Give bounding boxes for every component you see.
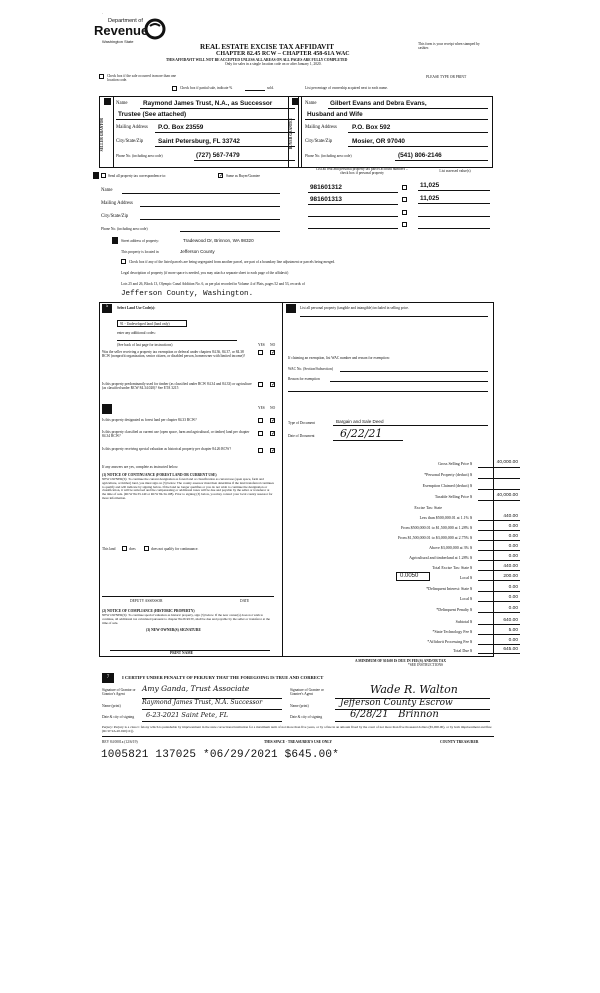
q2-no-checkbox[interactable] <box>270 382 275 387</box>
wac-label: WAC No. (Section/Subsection) <box>288 367 334 371</box>
grantor-date-city[interactable]: 6-23-2021 Saint Pete, FL <box>146 711 229 719</box>
personal-property-field[interactable] <box>300 316 488 317</box>
tax-value-tech-fee[interactable]: 5.00 <box>508 628 518 633</box>
corr-phone-label: Phone No. (including area code) <box>101 227 148 231</box>
tax-value-delinq-local[interactable]: 0.00 <box>508 595 518 600</box>
seller-name-2[interactable]: Trustee (See attached) <box>118 111 187 118</box>
minimum-due-note: A MINIMUM OF $10.00 IS DUE IN FEE(S) AND/OR TAX <box>355 659 446 663</box>
q1-no-checkbox[interactable] <box>270 350 275 355</box>
tax-label-local: Local $ <box>459 575 472 580</box>
county-label: This property is located in <box>121 250 159 254</box>
land-use-select[interactable] <box>117 320 187 327</box>
legal-description-2[interactable]: Jefferson County, Washington. <box>121 290 254 298</box>
section-1-marker <box>104 98 111 105</box>
partial-sale-pct-field[interactable] <box>245 90 265 91</box>
tax-value-gross[interactable]: 40,000.00 <box>496 460 518 465</box>
county[interactable]: Jefferson County <box>180 249 215 254</box>
tax-label-subtotal: Subtotal $ <box>455 619 472 624</box>
corr-address-label: Mailing Address <box>101 201 133 206</box>
tax-value-affidavit-fee[interactable]: 0.00 <box>508 638 518 643</box>
tax-value-tier4[interactable]: 0.00 <box>508 544 518 549</box>
deputy-date-label: DATE <box>240 599 250 603</box>
segregated-checkbox[interactable] <box>121 259 126 264</box>
exemption-question: If claiming an exemption, list WAC number and reason for exemption: <box>288 356 390 360</box>
form-only-for: Only for sales in a single location code on or after January 1, 2020. <box>225 62 322 66</box>
corr-phone-field[interactable] <box>180 231 280 232</box>
same-as-buyer-label: Same as Buyer/Grantee <box>226 174 260 178</box>
section-5-marker: 5 <box>102 304 112 313</box>
question-2: Is this property predominantly used for timber (as classified under RCW 84.34 and 84.33) or agriculture (as classified under RCW 84.34.020)? See ETA 3215 <box>102 382 252 391</box>
seller-phone-label: Phone No. (including area code) <box>116 154 163 158</box>
section-6-marker <box>286 304 296 313</box>
tax-value-exemption[interactable] <box>478 489 520 490</box>
seller-address[interactable]: P.O. Box 23559 <box>158 124 204 131</box>
deputy-assessor-label: DEPUTY ASSESSOR <box>130 599 163 603</box>
tax-label-tier1: Less than $500,000.01 at 1.1% $ <box>419 515 472 520</box>
tax-label-tier2: From $500,000.01 to $1,500,000 at 1.28% $ <box>401 525 472 530</box>
tax-label-delinq-local: Local $ <box>459 596 472 601</box>
see-instructions-note: *SEE INSTRUCTIONS <box>408 663 444 667</box>
historic-text: NEW OWNER(S): To continue special valuation as historic property, sign (3) below. If the new owner(s) does not wish to continue, all additional tax calculated pursuant to chapter 84.26 RCW, shall be due and payable by the seller or transferor at the time of sale. <box>102 613 270 625</box>
tax-label-taxable: Taxable Selling Price $ <box>434 494 472 499</box>
if-yes-note: If any answers are yes, complete as instructed below. <box>102 465 179 469</box>
tax-value-tier1[interactable]: 440.00 <box>503 514 518 519</box>
wac-field[interactable] <box>340 371 488 372</box>
segregated-label: Check box if any of the listed parcels are being segregated from another parcel, are part of a boundary line adjustment or parcels being merged. <box>129 260 336 264</box>
doc-type-label: Type of Document <box>288 421 315 425</box>
seller-side-label: SELLER GRANTOR <box>100 118 104 152</box>
type-or-print: PLEASE TYPE OR PRINT <box>426 75 467 79</box>
tax-label-tier4: Above $3,000,000 at 3% $ <box>429 545 472 550</box>
street-address[interactable]: Tradewood Dr, Brinnon, WA 98320 <box>183 238 254 243</box>
grantor-date-label: Date & city of signing <box>102 715 135 719</box>
q5-no-checkbox[interactable] <box>270 448 275 453</box>
buyer-city-label: City/State/Zip <box>305 139 333 144</box>
form-subtitle: CHAPTER 82.45 RCW – CHAPTER 458-61A WAC <box>216 51 350 57</box>
historic-title: (2) NOTICE OF COMPLIANCE (HISTORIC PROPERTY) <box>102 609 195 613</box>
question-3: Is this property designated as forest land per chapter 84.33 RCW? <box>102 418 197 422</box>
perjury-notice: Perjury: Perjury is a class C felony which is punishable by imprisonment in the state correctional institution for a maximum term of not more than five years, or by a fine in an amount fixed by the court of not more than five thousand dollars ($5,000.00), or by both imprisonment and fine (RCW 9A.20.020(1C)). <box>102 725 492 733</box>
pct-owner-note: List percentage of ownership acquired next to each name. <box>305 86 388 90</box>
grantee-date-city[interactable]: 6/28/21 Brinnon <box>350 709 439 720</box>
section-2-marker <box>292 98 299 105</box>
multi-location-label: Check box if the sale occurred in more than one location code. <box>107 74 176 83</box>
tax-label-agri: Agricultural and timberland at 1.28% $ <box>409 555 472 560</box>
corr-address-field[interactable] <box>140 206 280 207</box>
tax-label-excise-state: Excise Tax: State <box>414 505 442 510</box>
section-5b-marker <box>102 404 112 414</box>
buyer-phone[interactable]: (541) 806-2146 <box>398 152 442 159</box>
grantor-name[interactable]: Raymond James Trust, N.A. Successor <box>142 699 263 706</box>
buyer-city[interactable]: Mosier, OR 97040 <box>352 138 405 145</box>
assessed-value-1[interactable]: 11,025 <box>420 182 440 189</box>
tax-label-penalty: *Delinquent Penalty $ <box>436 607 472 612</box>
parcel-header: List all real and personal property tax parcel account numbers – check box if personal property <box>316 167 408 176</box>
deputy-signature-line[interactable] <box>102 596 274 597</box>
grantee-sig-label: Signature of Grantee or Grantee's Agent <box>290 688 324 697</box>
logo-state: Washington State <box>102 39 134 44</box>
form-warning: THIS AFFIDAVIT WILL NOT BE ACCEPTED UNLESS ALL AREAS ON ALL PAGES ARE FULLY COMPLETED <box>166 58 348 62</box>
buyer-name[interactable]: Gilbert Evans and Debra Evans, <box>330 100 427 107</box>
additional-codes-field[interactable] <box>117 340 237 341</box>
tax-value-personal[interactable] <box>478 478 520 479</box>
seller-address-label: Mailing Address <box>116 125 148 130</box>
land-use-code: 91 - Undeveloped land (land only) <box>120 322 170 326</box>
reason-field[interactable] <box>330 381 488 382</box>
corr-name-label: Name <box>101 188 113 193</box>
corr-city-field[interactable] <box>140 219 280 220</box>
tax-value-penalty[interactable]: 0.00 <box>508 606 518 611</box>
street-label: Street address of property: <box>121 239 160 243</box>
scan-mark: · <box>102 12 104 16</box>
doc-date[interactable]: 6/22/21 <box>340 427 383 440</box>
parcel-1[interactable]: 981601312 <box>310 184 342 191</box>
partial-sale-checkbox[interactable] <box>172 86 177 91</box>
does-not-label: does not qualify for continuance. <box>151 547 199 551</box>
logo-dept: Department of <box>108 18 143 24</box>
does-checkbox[interactable] <box>122 546 127 551</box>
parcel-2[interactable]: 981601313 <box>310 196 342 203</box>
q4-yes-checkbox[interactable] <box>258 431 263 436</box>
tax-label-total-state: Total Excise Tax: State $ <box>432 565 472 570</box>
multi-location-checkbox[interactable] <box>99 74 104 79</box>
tax-value-delinq-state[interactable]: 0.00 <box>508 585 518 590</box>
does-not-checkbox[interactable] <box>144 546 149 551</box>
tax-label-exemption: Exemption Claimed (deduct) $ <box>422 483 472 488</box>
buyer-address-label: Mailing Address <box>305 125 337 130</box>
logo-name: Revenue <box>94 23 149 38</box>
treasurer-space-label: THIS SPACE - TREASURER'S USE ONLY <box>264 740 332 744</box>
local-rate: 0.0050 <box>400 573 419 579</box>
seller-city[interactable]: Saint Petersburg, FL 33742 <box>158 138 240 145</box>
grantee-name-label: Name (print) <box>290 704 309 708</box>
tax-label-gross: Gross Selling Price $ <box>438 461 472 466</box>
form-revision: REV 84 0001a (12/6/19) <box>102 740 138 744</box>
continuance-title: (1) NOTICE OF CONTINUANCE (FOREST LAND OR CURRENT USE) <box>102 473 217 477</box>
form-title: REAL ESTATE EXCISE TAX AFFIDAVIT <box>200 43 334 51</box>
buyer-name-2[interactable]: Husband and Wife <box>307 111 363 118</box>
tax-value-taxable[interactable]: 40,000.00 <box>496 493 518 498</box>
q5-yes-checkbox[interactable] <box>258 448 263 453</box>
parcel-2-personal-checkbox[interactable] <box>402 197 407 202</box>
section-3-marker <box>93 172 99 179</box>
corr-name-field[interactable] <box>122 193 280 194</box>
grantor-sig-label: Signature of Grantor or Grantor's Agent <box>102 688 136 697</box>
buyer-address[interactable]: P.O. Box 592 <box>352 124 391 131</box>
tax-value-tier3[interactable]: 0.00 <box>508 534 518 539</box>
parcel-1-personal-checkbox[interactable] <box>402 185 407 190</box>
no-header-1: NO <box>270 343 276 347</box>
doc-type[interactable]: Bargain and Sale Deed <box>336 419 384 424</box>
q4-no-checkbox[interactable] <box>270 431 275 436</box>
q2-yes-checkbox[interactable] <box>258 382 263 387</box>
new-owner-signature-label: (3) NEW OWNER(S) SIGNATURE <box>146 628 201 632</box>
q3-no-checkbox[interactable] <box>270 418 275 423</box>
tax-label-total-due: Total Due $ <box>453 648 472 653</box>
seller-name[interactable]: Raymond James Trust, N.A., as Successor <box>143 100 273 107</box>
tax-label-affidavit-fee: *Affidavit Processing Fee $ <box>427 639 472 644</box>
county-treasurer-label: COUNTY TREASURER <box>440 740 479 744</box>
receipt-note: This form is your receipt when stamped by cashier. <box>418 42 480 51</box>
tax-label-personal: *Personal Property (deduct) $ <box>424 472 472 477</box>
reason-label: Reason for exemption <box>288 377 320 381</box>
buyer-phone-label: Phone No. (including area code) <box>305 154 352 158</box>
tax-value-agri[interactable]: 0.00 <box>508 554 518 559</box>
same-as-buyer-checkbox[interactable] <box>218 173 223 178</box>
legal-description-1[interactable]: Lots 25 and 26, Block 13, Olympic Canal Addition No. 6, as per plat recorded in Volume 4 of Plats, pages 52 and 53, records of <box>121 282 305 286</box>
seller-phone[interactable]: (727) 567-7479 <box>196 152 240 159</box>
land-use-title: Select Land Use Code(s): <box>117 306 156 310</box>
question-4: Is this property classified as current use (open space, farm and agricultural, or timber) land per chapter 84.34 RCW? <box>102 430 250 439</box>
buyer-side-label: BUYER GRANTEE <box>289 118 293 150</box>
see-back-note: (See back of last page for instructions) <box>117 343 173 347</box>
treasurer-stamp: 1005821 137025 *06/29/2021 $645.00* <box>101 749 340 761</box>
question-5: Is this property receiving special valuation as historical property per chapter 84.26 RCW? <box>102 447 232 451</box>
section-7-marker: 7 <box>102 673 114 683</box>
grantor-signature[interactable]: Amy Ganda, Trust Associate <box>142 684 250 693</box>
tax-label-tier3: From $1,500,000.01 to $3,000,000 at 2.75% $ <box>398 535 472 540</box>
seller-city-label: City/State/Zip <box>116 139 144 144</box>
logo-emblem-icon <box>144 18 166 40</box>
tax-value-total-state[interactable]: 440.00 <box>503 564 518 569</box>
grantor-name-label: Name (print) <box>102 704 121 708</box>
parcel-3-personal-checkbox[interactable] <box>402 210 407 215</box>
tax-value-total-due[interactable]: 645.00 <box>503 647 518 652</box>
assessed-value-2[interactable]: 11,025 <box>420 195 440 202</box>
send-to-label: Send all property tax correspondence to: <box>108 174 167 178</box>
yes-header-1: YES <box>258 343 265 347</box>
tax-value-tier2[interactable]: 0.00 <box>508 524 518 529</box>
q1-yes-checkbox[interactable] <box>258 350 263 355</box>
seller-name-label: Name <box>116 101 128 106</box>
parcel-4-personal-checkbox[interactable] <box>402 222 407 227</box>
grantee-date-label: Date & city of signing <box>290 715 323 719</box>
partial-sale-sold: sold. <box>267 86 274 90</box>
tax-value-local[interactable]: 200.00 <box>503 574 518 579</box>
legal-label: Legal description of property (if more space is needed, you may attach a separate sheet to each page of the affidavit) <box>121 271 289 275</box>
no-header-2: NO <box>270 406 276 410</box>
q3-yes-checkbox[interactable] <box>258 418 263 423</box>
does-label: does <box>129 547 136 551</box>
print-name-label: PRINT NAME <box>170 651 193 655</box>
grantee-signature[interactable]: Wade R. Walton <box>370 683 458 696</box>
this-land-label: This land <box>102 547 116 551</box>
continuance-text: NEW OWNER(S): To continue the current designation as forest land or classification as current use (open space, farm and agriculture, or timber) land, you must sign on (3) below. The county assessor must then determine if the land transferred continues to qualify and will indicate by signing below. If the land no longer qualifies or you do not wish to continue the designation or classification, it will be removed and the compensating or additional taxes will be due and payable by the seller or transferor at the time of sale. (RCW 84.33.140 or RCW 84.34.108). Prior to signing (3) below, you may contact your local county assessor for more information. <box>102 477 274 500</box>
tax-label-delinq-state: *Delinquent Interest: State $ <box>426 586 472 591</box>
corr-city-label: City/State/Zip <box>101 214 129 219</box>
question-1: Was the seller receiving a property tax exemption or deferral under chapters 84.36, 84.37, or 84.38 RCW (nonprofit organization, senior citizen, or disabled person, homeowner with limited income)? <box>102 350 245 359</box>
section-4-marker <box>112 237 118 244</box>
tax-value-subtotal[interactable]: 640.00 <box>503 618 518 623</box>
enter-any-label: enter any additional codes: <box>117 331 156 335</box>
assessed-header: List assessed value(s) <box>439 169 471 173</box>
grantee-name[interactable]: Jefferson County Escrow <box>340 698 453 708</box>
yes-header-2: YES <box>258 406 265 410</box>
certify-title: I CERTIFY UNDER PENALTY OF PERJURY THAT THE FOREGOING IS TRUE AND CORRECT <box>122 675 324 680</box>
send-to-checkbox[interactable] <box>101 173 106 178</box>
buyer-name-label: Name <box>305 101 317 106</box>
tax-label-tech-fee: *State Technology Fee $ <box>432 629 472 634</box>
personal-property-title: List all personal property (tangible and intangible) included in selling price. <box>300 306 409 310</box>
dor-logo <box>94 14 174 44</box>
partial-sale-label: Check box if partial sale, indicate % <box>180 86 233 90</box>
doc-date-label: Date of Document <box>288 434 315 438</box>
